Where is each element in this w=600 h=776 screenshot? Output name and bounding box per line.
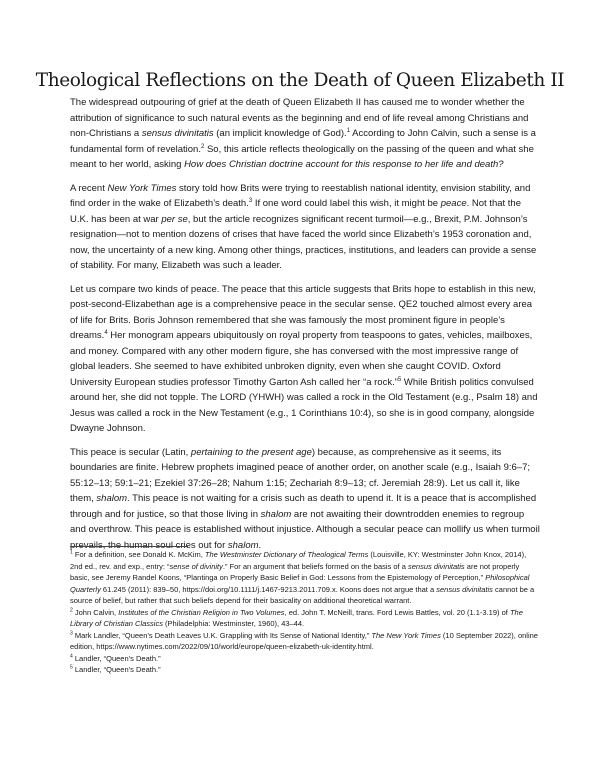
- footnote-divider: [70, 546, 188, 547]
- paragraph-2: A recent New York Times story told how Brits were trying to reestablish national identity, envision stability, and find order in the wake of Elizabeth’s death.$^3$ If one word could label this wish, it might be peace. Not that the U.K. has been at war per se, but the article recognizes significant recent turmoil—e.g., Brexit, P.M. Johnson’s resignation—not to mention dozens of crises that have faced the world since Elizabeth’s 1953 coronation and, now, the uncertainty of a new king. Among other things, practices, institutions, and leaders can provide a sense of stability. For many, Elizabeth was such a leader.: [70, 182, 537, 271]
- footnote-2: $^2$ John Calvin, Institutes of the Christian Religion in Two Volumes, ed. John T. McNeill, trans. Ford Lewis Battles, vol. 20 (1.1-3.19) of The Library of Christian Classics (Philadelphia: Westminster, 1960), 43–44.: [70, 607, 523, 628]
- footnote-5: $^5$ Landler, “Queen’s Death.”: [70, 664, 161, 674]
- body-text: [70, 95, 540, 553]
- footnotes: [70, 549, 540, 676]
- page-title: Theological Reflections on the Death of Queen Elizabeth II: [35, 70, 565, 91]
- footnote-3: $^3$ Mark Landler, “Queen’s Death Leaves U.K. Grappling with Its Sense of National Identity,” The New York Times (10 September 2022), online edition, https://www.nytimes.com/2022/09/10/world/europe/queen-elizabeth-uk-identity.html.: [70, 630, 538, 651]
- paragraph-3: Let us compare two kinds of peace. The peace that this article suggests that Brits hope to establish in this new, post-second-Elizabethan age is a comprehensive peace in the secular sense. QE2 touched almost every area of life for Brits. Boris Johnson remembered that she was famously the most prominent figure in people’s dreams.$^4$ Her monogram appears ubiquitously on royal property from teaspoons to gates, vehicles, mailboxes, and money. Compared with any other modern figure, she has conversed with the most impressive range of global leaders. She seemed to have exhibited unbroken dignity, even when she caught COVID. Oxford University European studies professor Timothy Garton Ash called her “a rock.”$^5$ While British politics convulsed around her, she did not topple. The LORD (YHWH) was called a rock in the Old Testament (e.g., Psalm 18) and Jesus was called a rock in the New Testament (e.g., 1 Corinthians 10:4), so she is in good company, alongside Dwayne Johnson.: [70, 283, 538, 434]
- paragraph-1: The widespread outpouring of grief at the death of Queen Elizabeth II has caused me to wonder whether the attribution of significance to such natural events as the beginning and end of life reveal among Christians and non-Christians a sensus divinitatis (an implicit knowledge of God).$^1$ According to John Calvin, such a sense is a fundamental form of revelation.$^2$ So, this article reflects theologically on the passing of the queen and what she meant to her world, asking How does Christian doctrine account for this response to her life and death?: [70, 97, 536, 170]
- footnote-4: $^4$ Landler, “Queen’s Death.”: [70, 653, 161, 663]
- paragraph-4: This peace is secular (Latin, pertaining to the present age) because, as comprehensive as it seems, its boundaries are finite. Hebrew prophets imagined peace of another order, on another scale (e.g., Isaiah 9:6–7; 55:12–13; 59:1–21; Ezekiel 37:26–28; Nahum 1:15; Zechariah 8:9–13; cf. Jeremiah 28:9). Let us call it, like them, shalom. This peace is not waiting for a crisis such as death to upend it. It is a peace that is accomplished through and for justice, so that those living in shalom are not awaiting their downtrodden enemies to regroup and overthrow. This peace is established without injustice. Although a secular peace can mollify us when turmoil prevails, the human soul cries out for shalom.: [70, 446, 540, 551]
- footnote-1: $^1$ For a definition, see Donald K. McKim, The Westminster Dictionary of Theological Terms (Louisville, KY: Westminster John Knox, 2014), 2nd ed., rev. and exp., entry: “sense of divinity.” For an argument that beliefs formed on the basis of a sensus divinitatis are not properly basic, see Jeremy Randel Koons, “Plantinga on Properly Basic Belief in God: Lessons from the Epistemology of Perception,” Philosophical Quarterly 61.245 (2011): 839–50, https://doi.org/10.1111/j.1467-9213.2011.709.x. Koons does not argue that a sensus divinitatis cannot be a source of belief, but rather that such beliefs depend for their basicality on additional theoretical warrant.: [70, 549, 535, 605]
